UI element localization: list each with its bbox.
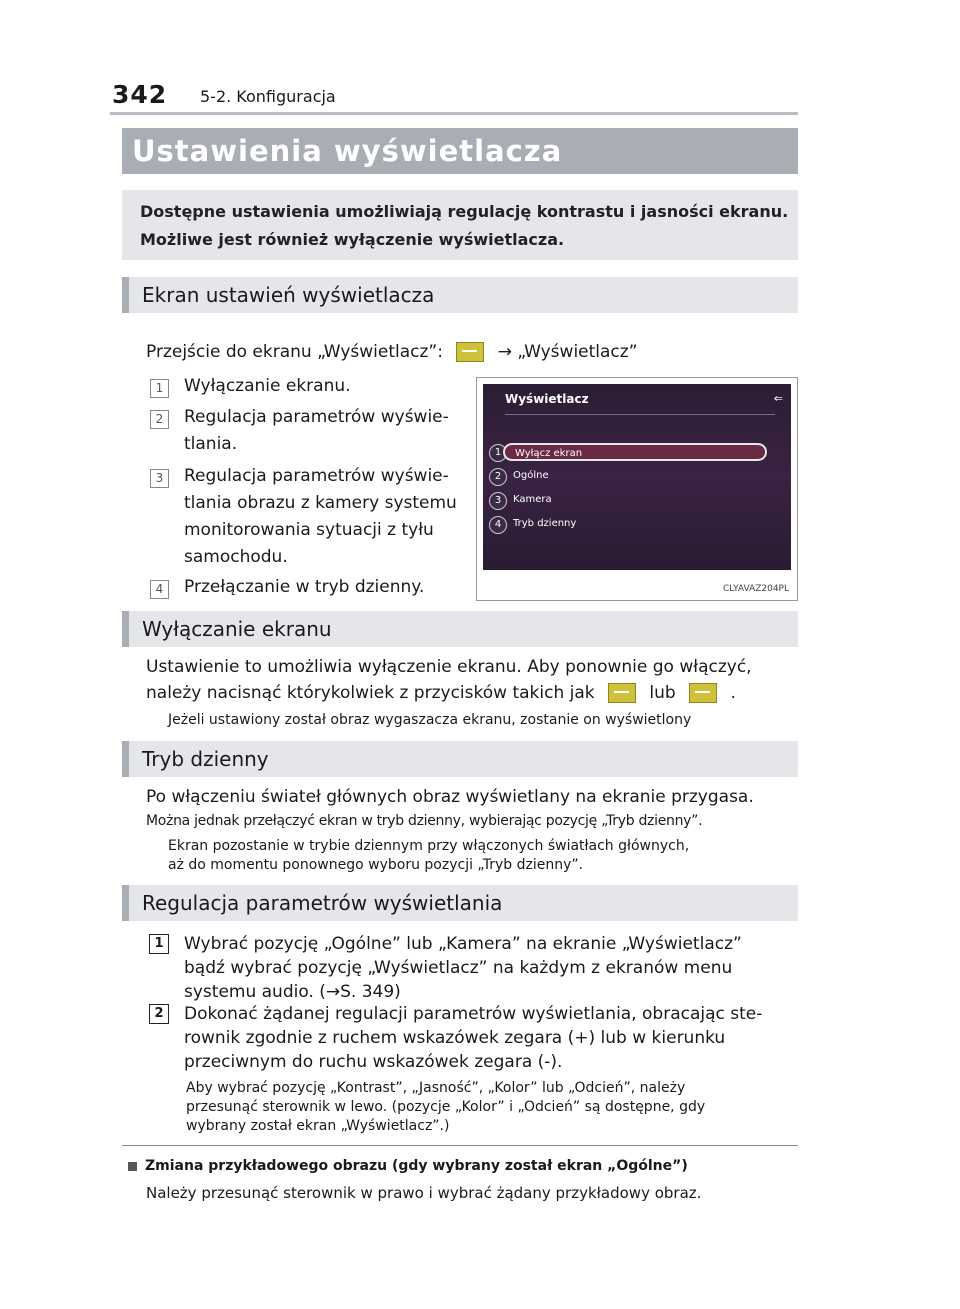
figure-code: CLYAVAZ204PL [722,584,789,594]
nav-pre: Przejście do ekranu „Wyświetlacz”: [146,342,443,362]
subheading-adjust-text: Regulacja parametrów wyświetlania [142,891,503,915]
nav-post: „Wyświetlacz” [517,342,638,362]
screen-marker-2: 2 [489,468,507,486]
day-mode-line-1: Po włączeniu świateł głównych obraz wyświetlany na ekranie przygasa. [146,787,754,807]
item-1-line-1: Wyłączanie ekranu. [184,376,351,396]
adjust-note-2: przesunąć sterownik w lewo. (pozycje „Kolor” i „Odcień” są dostępne, gdy [186,1099,706,1115]
screen-row-2: Ogólne [513,470,549,481]
screen-title: Wyświetlacz [505,392,589,406]
adjust-note-1: Aby wybrać pozycję „Kontrast”, „Jasność”, „Kolor” lub „Odcień”, należy [186,1080,686,1096]
screen-off-line-2c: . [730,683,736,703]
subheading-screen [122,277,798,313]
subheading-day-mode [122,741,798,777]
day-mode-line-2: Można jednak przełączyć ekran w tryb dzienny, wybierając pozycję „Tryb dzienny”. [146,813,703,829]
step-1-line-3: systemu audio. (→S. 349) [184,982,401,1002]
subheading-day-mode-text: Tryb dzienny [142,747,269,771]
step-2-line-1: Dokonać żądanej regulacji parametrów wyświetlania, obracając ste- [184,1004,763,1024]
intro-line-1: Dostępne ustawienia umożliwiają regulację kontrastu i jasności ekranu. [140,202,789,221]
menu-button-icon-2 [608,683,636,703]
nav-path [146,342,638,362]
item-number-4: 4 [150,580,169,599]
page-title: Ustawienia wyświetlacza [132,134,563,168]
screen-marker-1: 1 [489,444,507,462]
step-2-line-3: przeciwnym do ruchu wskazówek zegara (-). [184,1052,563,1072]
step-2-line-2: rownik zgodnie z ruchem wskazówek zegara (+) lub w kierunku [184,1028,726,1048]
display-screen [483,384,791,570]
header-rule [110,112,798,115]
adjust-note-3: wybrany został ekran „Wyświetlacz”.) [186,1118,450,1134]
day-mode-note-1: Ekran pozostanie w trybie dziennym przy włączonych światłach głównych, [168,838,690,854]
screen-off-line-1: Ustawienie to umożliwia wyłączenie ekranu. Aby ponownie go włączyć, [146,657,752,677]
step-1-line-1: Wybrać pozycję „Ogólne” lub „Kamera” na ekranie „Wyświetlacz” [184,934,742,954]
screen-off-line-2b: lub [649,683,676,703]
menu-button-icon [456,342,484,362]
page-title-bar [122,128,798,174]
step-number-2: 2 [149,1004,169,1024]
day-mode-note-2: aż do momentu ponownego wyboru pozycji „Tryb dzienny”. [168,857,584,873]
subheading-screen-off [122,611,798,647]
screen-row-1: Wyłącz ekran [503,443,767,461]
subheading-adjust [122,885,798,921]
screen-row-3: Kamera [513,494,552,505]
item-3-line-2: tlania obrazu z kamery systemu [184,493,457,513]
item-number-3: 3 [150,469,169,488]
screen-off-note: Jeżeli ustawiony został obraz wygaszacza ekranu, zostanie on wyświetlony [168,712,692,728]
item-3-line-1: Regulacja parametrów wyświe- [184,466,449,486]
footer-rule [122,1145,798,1146]
display-screen-figure [476,377,798,601]
item-2-line-1: Regulacja parametrów wyświe- [184,407,449,427]
item-number-2: 2 [150,410,169,429]
square-bullet-icon [128,1162,137,1171]
screen-marker-4: 4 [489,516,507,534]
item-2-line-2: tlania. [184,434,238,454]
step-number-1: 1 [149,934,169,954]
item-4-line-1: Przełączanie w tryb dzienny. [184,577,425,597]
page-number: 342 [112,80,168,109]
subheading-screen-off-text: Wyłączanie ekranu [142,617,332,641]
item-3-line-3: monitorowania sytuacji z tyłu [184,520,434,540]
screen-marker-3: 3 [489,492,507,510]
footer-text: Należy przesunąć sterownik w prawo i wybrać żądany przykładowy obraz. [146,1184,702,1202]
intro-line-2: Możliwe jest również wyłączenie wyświetlacza. [140,230,565,249]
back-icon: ⇐ [773,392,783,405]
subheading-screen-text: Ekran ustawień wyświetlacza [142,283,435,307]
item-3-line-4: samochodu. [184,547,288,567]
step-1-line-2: bądź wybrać pozycję „Wyświetlacz” na każdym z ekranów menu [184,958,733,978]
screen-row-4: Tryb dzienny [513,518,577,529]
footer-heading-row [128,1158,688,1174]
intro-panel [122,190,798,260]
section-label: 5-2. Konfiguracja [200,87,336,106]
audio-button-icon [689,683,717,703]
screen-off-line-2a: należy nacisnąć którykolwiek z przycisków takich jak [146,683,595,703]
nav-arrow: → [497,342,512,362]
footer-heading: Zmiana przykładowego obrazu (gdy wybrany został ekran „Ogólne”) [145,1158,688,1174]
item-number-1: 1 [150,379,169,398]
screen-off-line-2 [146,683,736,703]
